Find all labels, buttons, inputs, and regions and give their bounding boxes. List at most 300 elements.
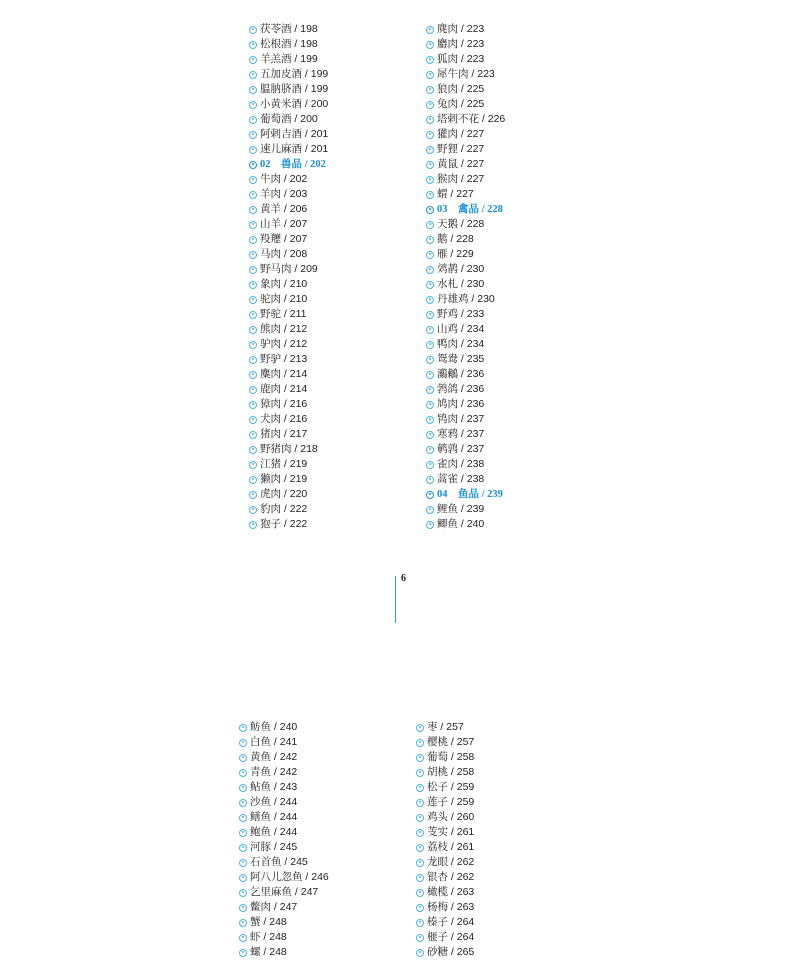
toc-category-heading	[249, 157, 328, 172]
toc-entry	[426, 217, 505, 232]
toc-entry	[426, 22, 505, 37]
toc-entry-label: 04 鱼品 / 239	[437, 489, 503, 500]
bullet-circle-icon	[416, 724, 424, 732]
bullet-circle-icon	[426, 86, 434, 94]
toc-entry-label: 葡萄酒 / 200	[260, 113, 318, 125]
toc-entry	[416, 840, 474, 855]
bullet-circle-icon	[239, 844, 247, 852]
bullet-circle-icon	[249, 296, 257, 304]
bullet-circle-icon	[426, 446, 434, 454]
toc-entry-label: 犬肉 / 216	[260, 413, 308, 425]
toc-entry	[249, 397, 328, 412]
bullet-circle-icon	[249, 86, 257, 94]
bullet-circle-icon	[426, 56, 434, 64]
toc-entry	[416, 720, 474, 735]
toc-entry	[426, 412, 505, 427]
toc-entry	[426, 277, 505, 292]
toc-entry-label: 驼肉 / 210	[260, 293, 308, 305]
toc-entry	[249, 382, 328, 397]
toc-entry	[426, 112, 505, 127]
toc-entry	[249, 307, 328, 322]
bullet-circle-icon	[249, 131, 257, 139]
toc-entry	[249, 202, 328, 217]
bullet-circle-icon	[239, 934, 247, 942]
toc-entry	[239, 855, 329, 870]
toc-entry	[249, 127, 328, 142]
toc-entry	[239, 840, 329, 855]
bullet-circle-icon	[249, 386, 257, 394]
bullet-circle-icon	[426, 41, 434, 49]
bullet-circle-icon	[416, 934, 424, 942]
toc-entry	[239, 750, 329, 765]
toc-entry-label: 青鱼 / 242	[250, 766, 298, 778]
toc-entry-label: 阿剌吉酒 / 201	[260, 128, 329, 140]
toc-entry	[239, 870, 329, 885]
bullet-circle-icon	[249, 236, 257, 244]
bullet-circle-icon	[426, 176, 434, 184]
bullet-circle-icon	[416, 889, 424, 897]
bullet-circle-icon	[426, 371, 434, 379]
toc-entry-label: 牛肉 / 202	[260, 173, 308, 185]
toc-entry-label: 獐肉 / 216	[260, 398, 308, 410]
bullet-circle-icon	[426, 236, 434, 244]
toc-entry-label: 熊肉 / 212	[260, 323, 308, 335]
toc-entry	[426, 67, 505, 82]
toc-entry-label: 石首鱼 / 245	[250, 856, 308, 868]
toc-entry-label: 羖䍽 / 207	[260, 233, 308, 245]
toc-entry-label: 鲍鱼 / 244	[250, 826, 298, 838]
bullet-circle-icon	[426, 401, 434, 409]
toc-entry-label: 鹅 / 228	[437, 233, 474, 245]
toc-entry-label: 兔肉 / 225	[437, 98, 485, 110]
bullet-circle-icon	[249, 371, 257, 379]
toc-category-heading	[426, 202, 505, 217]
toc-entry-label: 葡萄 / 258	[427, 751, 475, 763]
bullet-circle-icon	[249, 266, 257, 274]
toc-entry	[426, 307, 505, 322]
toc-entry	[416, 870, 474, 885]
toc-entry-label: 黄羊 / 206	[260, 203, 308, 215]
toc-entry-label: 野驴 / 213	[260, 353, 308, 365]
toc-entry	[249, 412, 328, 427]
bullet-circle-icon	[239, 769, 247, 777]
toc-entry	[249, 172, 328, 187]
toc-entry	[249, 352, 328, 367]
toc-entry	[426, 352, 505, 367]
toc-entry	[416, 735, 474, 750]
toc-entry-label: 黄鱼 / 242	[250, 751, 298, 763]
bullet-circle-icon	[426, 191, 434, 199]
toc-entry	[426, 247, 505, 262]
page-divider-line	[395, 576, 396, 623]
toc-entry	[249, 232, 328, 247]
bullet-circle-icon	[249, 311, 257, 319]
bullet-circle-icon	[416, 859, 424, 867]
toc-entry	[239, 930, 329, 945]
toc-entry-label: 杨梅 / 263	[427, 901, 475, 913]
bullet-circle-icon	[249, 521, 257, 529]
toc-entry	[426, 157, 505, 172]
toc-entry-label: 小黄米酒 / 200	[260, 98, 329, 110]
toc-entry-label: 野马肉 / 209	[260, 263, 318, 275]
bullet-circle-icon	[249, 146, 257, 154]
toc-entry-label: 狍子 / 222	[260, 518, 308, 530]
toc-entry-label: 羊肉 / 203	[260, 188, 308, 200]
toc-entry-label: 猴肉 / 227	[437, 173, 485, 185]
toc-entry-label: 沙鱼 / 244	[250, 796, 298, 808]
toc-entry	[416, 885, 474, 900]
bullet-circle-icon	[249, 356, 257, 364]
bullet-circle-icon	[249, 476, 257, 484]
toc-entry-label: 野狸 / 227	[437, 143, 485, 155]
toc-entry-label: 五加皮酒 / 199	[260, 68, 329, 80]
toc-entry	[239, 825, 329, 840]
toc-entry-label: 枣 / 257	[427, 721, 464, 733]
bullet-circle-icon	[426, 431, 434, 439]
toc-entry-label: 麂肉 / 223	[437, 23, 485, 35]
bullet-circle-icon	[416, 829, 424, 837]
toc-entry	[239, 915, 329, 930]
toc-entry-label: 松子 / 259	[427, 781, 475, 793]
toc-entry	[426, 337, 505, 352]
toc-entry	[249, 82, 328, 97]
toc-entry-label: 乞里麻鱼 / 247	[250, 886, 319, 898]
toc-entry	[239, 810, 329, 825]
toc-entry	[426, 517, 505, 532]
toc-entry	[249, 97, 328, 112]
toc-entry	[239, 780, 329, 795]
toc-entry-label: 狼肉 / 225	[437, 83, 485, 95]
bullet-circle-icon	[239, 949, 247, 957]
bullet-circle-icon	[239, 739, 247, 747]
bullet-circle-icon	[426, 221, 434, 229]
bullet-circle-icon	[249, 161, 257, 169]
bullet-circle-icon	[239, 784, 247, 792]
toc-entry-label: 水札 / 230	[437, 278, 485, 290]
toc-entry-label: 麋肉 / 214	[260, 368, 308, 380]
bullet-circle-icon	[416, 874, 424, 882]
toc-entry-label: 鸨肉 / 237	[437, 413, 485, 425]
bullet-circle-icon	[249, 326, 257, 334]
toc-entry-label: 猪肉 / 217	[260, 428, 308, 440]
toc-entry	[249, 277, 328, 292]
toc-entry-label: 螺 / 248	[250, 946, 287, 958]
bullet-circle-icon	[249, 461, 257, 469]
toc-entry-label: 鳖肉 / 247	[250, 901, 298, 913]
bullet-circle-icon	[426, 311, 434, 319]
toc-entry	[239, 900, 329, 915]
bullet-circle-icon	[416, 784, 424, 792]
toc-entry-label: 塔剌不花 / 226	[437, 113, 506, 125]
bullet-circle-icon	[416, 844, 424, 852]
bullet-circle-icon	[239, 889, 247, 897]
toc-entry	[239, 795, 329, 810]
bullet-circle-icon	[426, 161, 434, 169]
bullet-circle-icon	[249, 221, 257, 229]
toc-entry	[249, 457, 328, 472]
bullet-circle-icon	[426, 296, 434, 304]
toc-entry-label: 河豚 / 245	[250, 841, 298, 853]
toc-entry-label: 蝟 / 227	[437, 188, 474, 200]
bullet-circle-icon	[426, 266, 434, 274]
toc-entry	[249, 472, 328, 487]
toc-entry-label: 荔枝 / 261	[427, 841, 475, 853]
toc-entry-label: 虾 / 248	[250, 931, 287, 943]
bullet-circle-icon	[426, 71, 434, 79]
toc-entry	[249, 112, 328, 127]
bullet-circle-icon	[426, 251, 434, 259]
toc-entry	[426, 472, 505, 487]
bullet-circle-icon	[239, 724, 247, 732]
toc-entry	[249, 502, 328, 517]
bullet-circle-icon	[249, 191, 257, 199]
toc-entry-label: 鲂鱼 / 240	[250, 721, 298, 733]
toc-entry	[426, 397, 505, 412]
toc-entry-label: 胡桃 / 258	[427, 766, 475, 778]
toc-entry-label: 白鱼 / 241	[250, 736, 298, 748]
toc-entry-label: 鲫鱼 / 240	[437, 518, 485, 530]
toc-entry-label: 鸳鸯 / 235	[437, 353, 485, 365]
toc-entry-label: 龙眼 / 262	[427, 856, 475, 868]
toc-entry-label: 腽肭脐酒 / 199	[260, 83, 329, 95]
bullet-circle-icon	[416, 814, 424, 822]
toc-entry-label: 豹肉 / 222	[260, 503, 308, 515]
toc-entry-label: 驴肉 / 212	[260, 338, 308, 350]
bullet-circle-icon	[426, 356, 434, 364]
toc-entry	[249, 37, 328, 52]
toc-entry	[416, 825, 474, 840]
bullet-circle-icon	[426, 491, 434, 499]
toc-entry-label: 蟹 / 248	[250, 916, 287, 928]
toc-entry-label: 鹿肉 / 214	[260, 383, 308, 395]
bullet-circle-icon	[239, 814, 247, 822]
toc-entry-label: 野猪肉 / 218	[260, 443, 318, 455]
toc-entry	[249, 337, 328, 352]
toc-entry	[426, 262, 505, 277]
toc-entry	[416, 855, 474, 870]
bullet-circle-icon	[249, 416, 257, 424]
toc-entry-label: 鹁鸽 / 236	[437, 383, 485, 395]
bullet-circle-icon	[239, 919, 247, 927]
bullet-circle-icon	[416, 754, 424, 762]
toc-entry-label: 鸡头 / 260	[427, 811, 475, 823]
toc-entry-label: 榧子 / 264	[427, 931, 475, 943]
bullet-circle-icon	[249, 281, 257, 289]
toc-entry-label: 麝肉 / 223	[437, 38, 485, 50]
bullet-circle-icon	[239, 904, 247, 912]
bullet-circle-icon	[249, 206, 257, 214]
bullet-circle-icon	[426, 506, 434, 514]
toc-entry	[249, 262, 328, 277]
bullet-circle-icon	[249, 101, 257, 109]
toc-entry	[426, 382, 505, 397]
bullet-circle-icon	[249, 116, 257, 124]
bullet-circle-icon	[249, 41, 257, 49]
bullet-circle-icon	[239, 829, 247, 837]
bullet-circle-icon	[249, 341, 257, 349]
bullet-circle-icon	[249, 71, 257, 79]
toc-entry	[426, 82, 505, 97]
bullet-circle-icon	[249, 26, 257, 34]
toc-entry-label: 莲子 / 259	[427, 796, 475, 808]
toc-entry-label: 橄榄 / 263	[427, 886, 475, 898]
toc-entry-label: 雀肉 / 238	[437, 458, 485, 470]
bullet-circle-icon	[249, 446, 257, 454]
toc-entry-label: 榛子 / 264	[427, 916, 475, 928]
toc-entry	[416, 945, 474, 960]
bullet-circle-icon	[426, 461, 434, 469]
toc-entry	[426, 292, 505, 307]
bullet-circle-icon	[426, 386, 434, 394]
toc-entry	[249, 217, 328, 232]
toc-entry	[416, 915, 474, 930]
toc-column-top-right	[426, 22, 505, 532]
toc-entry-label: 鸠肉 / 236	[437, 398, 485, 410]
toc-entry	[426, 427, 505, 442]
toc-entry	[426, 97, 505, 112]
toc-entry-label: 山羊 / 207	[260, 218, 308, 230]
toc-entry	[416, 750, 474, 765]
toc-entry	[249, 22, 328, 37]
toc-entry-label: 江猪 / 219	[260, 458, 308, 470]
toc-entry	[249, 367, 328, 382]
toc-entry	[426, 142, 505, 157]
toc-entry-label: 犀牛肉 / 223	[437, 68, 495, 80]
toc-entry-label: 寒鸦 / 237	[437, 428, 485, 440]
bullet-circle-icon	[426, 416, 434, 424]
toc-entry-label: 02 兽品 / 202	[260, 159, 326, 170]
toc-entry-label: 象肉 / 210	[260, 278, 308, 290]
toc-entry	[416, 930, 474, 945]
toc-entry	[249, 67, 328, 82]
bullet-circle-icon	[239, 859, 247, 867]
bullet-circle-icon	[426, 206, 434, 214]
toc-entry	[249, 517, 328, 532]
toc-entry-label: 獭肉 / 219	[260, 473, 308, 485]
toc-entry-label: 鲇鱼 / 243	[250, 781, 298, 793]
toc-entry-label: 雁 / 229	[437, 248, 474, 260]
toc-entry-label: 虎肉 / 220	[260, 488, 308, 500]
toc-entry-label: 鲤鱼 / 239	[437, 503, 485, 515]
bullet-circle-icon	[239, 754, 247, 762]
bullet-circle-icon	[249, 491, 257, 499]
toc-entry-label: 银杏 / 262	[427, 871, 475, 883]
toc-entry	[416, 795, 474, 810]
toc-entry	[249, 487, 328, 502]
toc-entry	[426, 367, 505, 382]
toc-entry	[239, 720, 329, 735]
toc-entry	[426, 52, 505, 67]
toc-column-bottom-left	[239, 720, 329, 960]
bullet-circle-icon	[426, 326, 434, 334]
toc-entry-label: 阿八儿忽鱼 / 246	[250, 871, 329, 883]
bullet-circle-icon	[249, 251, 257, 259]
toc-entry	[426, 232, 505, 247]
toc-entry-label: 鸂鶒 / 236	[437, 368, 485, 380]
toc-column-bottom-right	[416, 720, 474, 960]
toc-entry	[426, 457, 505, 472]
toc-entry-label: 速儿麻酒 / 201	[260, 143, 329, 155]
toc-entry	[416, 765, 474, 780]
toc-column-top-left	[249, 22, 328, 532]
bullet-circle-icon	[426, 281, 434, 289]
toc-entry-label: 马肉 / 208	[260, 248, 308, 260]
toc-entry-label: 芰实 / 261	[427, 826, 475, 838]
toc-entry	[426, 502, 505, 517]
toc-entry	[426, 127, 505, 142]
bullet-circle-icon	[416, 799, 424, 807]
toc-entry	[239, 765, 329, 780]
bullet-circle-icon	[426, 116, 434, 124]
bullet-circle-icon	[416, 949, 424, 957]
toc-entry-label: 砂糖 / 265	[427, 946, 475, 958]
toc-entry	[426, 37, 505, 52]
bullet-circle-icon	[426, 521, 434, 529]
bullet-circle-icon	[426, 101, 434, 109]
toc-entry	[249, 247, 328, 262]
bullet-circle-icon	[416, 769, 424, 777]
toc-entry-label: 樱桃 / 257	[427, 736, 475, 748]
toc-entry-label: 野鸡 / 233	[437, 308, 485, 320]
bullet-circle-icon	[249, 506, 257, 514]
toc-entry-label: 茯苓酒 / 198	[260, 23, 318, 35]
toc-entry-label: 黄鼠 / 227	[437, 158, 485, 170]
bullet-circle-icon	[426, 146, 434, 154]
bullet-circle-icon	[416, 739, 424, 747]
bullet-circle-icon	[416, 904, 424, 912]
toc-entry	[239, 885, 329, 900]
toc-entry-label: 鳝鱼 / 244	[250, 811, 298, 823]
toc-entry-label: 山鸡 / 234	[437, 323, 485, 335]
toc-entry-label: 野驼 / 211	[260, 308, 307, 320]
bullet-circle-icon	[426, 26, 434, 34]
toc-entry	[426, 172, 505, 187]
toc-entry-label: 蒿雀 / 238	[437, 473, 485, 485]
toc-entry	[249, 187, 328, 202]
bullet-circle-icon	[416, 919, 424, 927]
bullet-circle-icon	[249, 401, 257, 409]
toc-entry	[416, 780, 474, 795]
bullet-circle-icon	[239, 799, 247, 807]
toc-entry-label: 狐肉 / 223	[437, 53, 485, 65]
toc-entry	[239, 945, 329, 960]
toc-entry-label: 天鹅 / 228	[437, 218, 485, 230]
bullet-circle-icon	[426, 341, 434, 349]
toc-entry-label: 鸭肉 / 234	[437, 338, 485, 350]
bullet-circle-icon	[249, 56, 257, 64]
toc-entry	[426, 187, 505, 202]
toc-entry	[426, 442, 505, 457]
toc-entry	[249, 322, 328, 337]
toc-entry	[249, 142, 328, 157]
bullet-circle-icon	[249, 431, 257, 439]
bullet-circle-icon	[249, 176, 257, 184]
toc-entry	[416, 900, 474, 915]
toc-entry-label: 羊羔酒 / 199	[260, 53, 318, 65]
toc-entry	[239, 735, 329, 750]
toc-entry-label: 獾肉 / 227	[437, 128, 485, 140]
toc-category-heading	[426, 487, 505, 502]
bullet-circle-icon	[426, 476, 434, 484]
toc-entry-label: 丹雄鸡 / 230	[437, 293, 495, 305]
toc-entry	[249, 292, 328, 307]
toc-entry	[249, 442, 328, 457]
toc-entry-label: 鹌鹑 / 237	[437, 443, 485, 455]
toc-entry	[249, 52, 328, 67]
toc-entry	[426, 322, 505, 337]
toc-entry	[249, 427, 328, 442]
page-number: 6	[401, 573, 406, 584]
